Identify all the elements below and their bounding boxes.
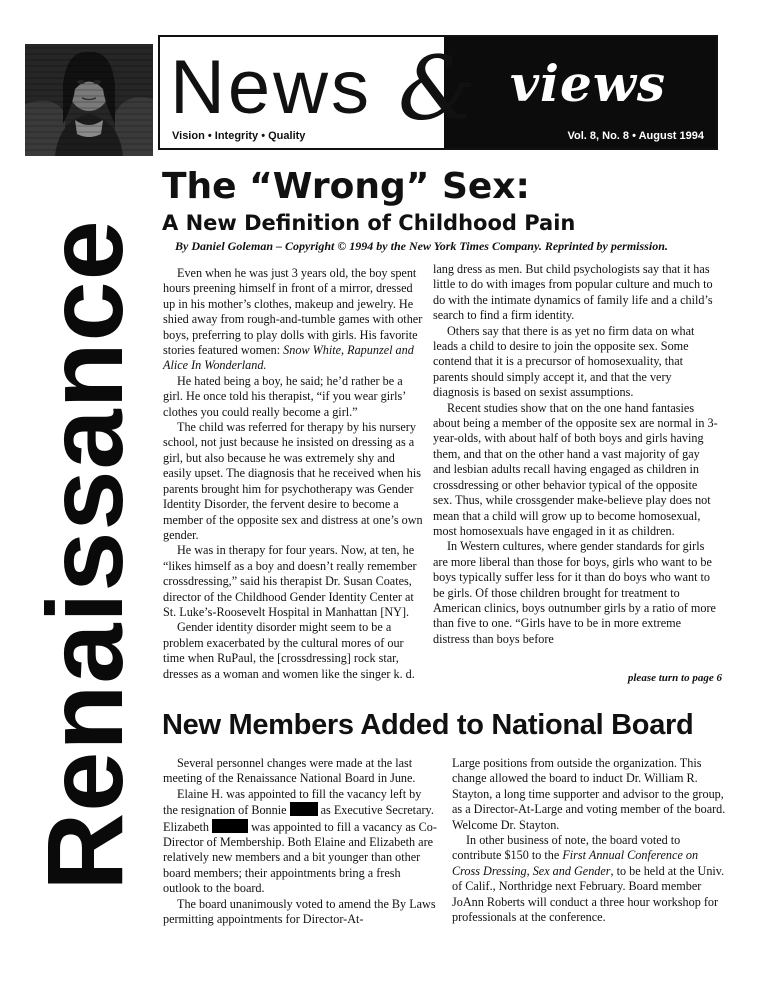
article1-subhead: A New Definition of Childhood Pain <box>162 211 576 235</box>
publication-title-text: Renaissance <box>24 219 145 891</box>
article1-headline: The “Wrong” Sex: <box>162 166 530 207</box>
issue-info: Vol. 8, No. 8 • August 1994 <box>567 130 704 142</box>
article2-paragraph: Large positions from outside the organization. This change allowed the board to induct Dr. William R. Stayton, a long time supporter and advisor to the group, as a Director-At-Large and voting member of the board. Welcome Dr. Stayton. <box>452 756 726 832</box>
article2-paragraph: In other business of note, the board voted to contribute $150 to the First Annual Conference on Cross Dressing, Sex and Gender, to be held at the Univ. of Calif., Northridge next February. Board member JoAnn Roberts will conduct a three hour workshop for professionals at the conference. <box>452 833 725 925</box>
conference-title: First Annual Conference on Cross Dressing, Sex and Gender <box>452 848 699 878</box>
article1-paragraph: In Western cultures, where gender standards for girls are more liberal than those for boys, girls who want to be boys typically suffer less for it than do boys who want to be girls. Of those children brought for treatment to American clinics, boys outnumber girls by a ratio of more than five to one. “Girls have to be in more extreme distress than boys before <box>433 539 716 646</box>
article2-paragraph: The board unanimously voted to amend the By Laws permitting appointments for Director-At- <box>163 896 436 927</box>
article2-column-1 <box>163 756 439 927</box>
publication-title-vertical <box>25 160 145 950</box>
article1-paragraph: Gender identity disorder might seem to be a problem exacerbated by the cultural mores of our time when RuPaul, the [crossdressing] rock star, dresses as a woman and women like the singer k. d. <box>163 620 415 681</box>
article1-byline: By Daniel Goleman – Copyright © 1994 by the New York Times Company. Reprinted by permission. <box>175 239 668 253</box>
redaction-bar <box>212 819 248 833</box>
article1-paragraph: lang dress as men. But child psychologists say that it has little to do with images from popular culture and much to do with the intimate dynamics of family life and a child’s search to find a firm identity. <box>433 262 713 323</box>
article1-paragraph: Even when he was just 3 years old, the boy spent hours preening himself in front of a mirror, dressed up in his mother’s clothes, makeup and jewelry. He shied away from rough-and-tumble games with other boys, preferring to play dolls with girls. His favorite stories featured women: Snow White, Rapunzel and Alice In Wonderland. <box>163 266 423 373</box>
continued-link[interactable]: please turn to page 6 <box>627 672 722 684</box>
article1-column-1 <box>163 266 423 682</box>
article1-column-2 <box>433 262 718 647</box>
masthead-ampersand: & <box>398 37 477 140</box>
article1-paragraph: Others say that there is as yet no firm data on what leads a child to desire to join the opposite sex. Some contend that it is a precursor of homosexuality, that parents should simply accept it, and that the very diagnosis is based on sexist assumptions. <box>433 323 695 400</box>
masthead-news: News <box>170 45 373 130</box>
article2-column-2 <box>452 756 727 925</box>
article2-paragraph: Several personnel changes were made at the last meeting of the Renaissance National Board in June. <box>163 756 416 786</box>
article2-headline: New Members Added to National Board <box>162 709 694 741</box>
article1-paragraph: Recent studies show that on the one hand fantasies about being a member of the opposite sex are normal in 3-year-olds, with about half of both boys and girls having them, and that on the other hand a vast majority of gay and lesbian adults recall having engaged as children in crossdressing or other behavior typical of the opposite sex. Thus, while crossgender make-believe play does not mean that a child will grow up to become homosexual, most homosexuals have engaged in it as children. <box>433 400 718 538</box>
masthead-views: views <box>510 54 667 113</box>
article1-paragraph: The child was referred for therapy by his nursery school, not just because he insisted on dressing as a girl, but also because he was extremely shy and easily upset. The diagnosis that he received when his parents brought him for psychotherapy was Gender Identity Disorder, the fervent desire to become a member of the opposite sex and distress at one’s own gender. <box>163 420 423 542</box>
article1-paragraph: He was in therapy for four years. Now, at ten, he “likes himself as a boy and doesn’t really remember crossdressing,” said his therapist Dr. Susan Coates, director of the Childhood Gender Identity Center at St. Luke’s-Roosevelt Hospital in Manhattan [NY]. <box>163 543 417 619</box>
article1-paragraph: He hated being a boy, he said; he’d rather be a girl. He once told his therapist, “if you wear girls’ clothes you could really become a girl.” <box>163 373 406 419</box>
redaction-bar <box>290 802 318 816</box>
story-titles: Snow White, Rapunzel and Alice In Wonderland. <box>163 343 414 373</box>
article2-paragraph: Elaine H. was appointed to fill the vacancy left by the resignation of Bonnie as Executive Secretary. Elizabeth was appointed to fill a vacancy as Co-Director of Membership. Both Elaine and Elizabeth are relatively new members and a bit younger than other board members; their appointments bring a fresh outlook to the board. <box>163 786 437 896</box>
masthead-tagline: Vision • Integrity • Quality <box>172 130 306 142</box>
mona-lisa-portrait <box>25 44 153 156</box>
masthead <box>158 35 718 150</box>
